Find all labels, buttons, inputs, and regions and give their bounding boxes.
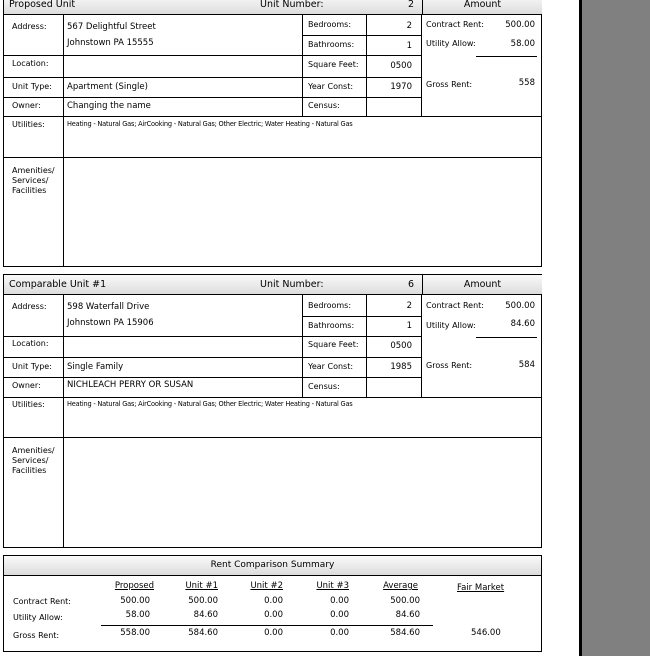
- divider: [4, 397, 541, 398]
- cell: 0.00: [330, 596, 349, 606]
- location-label: Location:: [12, 339, 49, 348]
- cell: 0.00: [264, 596, 283, 606]
- bathrooms-value: 1: [406, 41, 412, 51]
- unit-type-label: Unit Type:: [12, 362, 52, 371]
- divider: [4, 55, 421, 56]
- cell: 500.00: [188, 596, 218, 606]
- rent-comparison-summary: [3, 555, 542, 652]
- unit-number-value: 6: [407, 279, 414, 290]
- year-label: Year Const:: [308, 82, 354, 91]
- col-header-average: Average: [383, 581, 418, 591]
- col-header-unit1: Unit #1: [185, 581, 218, 591]
- cell: 0.00: [330, 628, 349, 638]
- unit-number-label: Unit Number:: [260, 279, 324, 290]
- row-label-gross-rent: Gross Rent:: [13, 631, 60, 640]
- sqft-value: 0500: [390, 61, 412, 71]
- divider: [302, 15, 303, 116]
- col-header-unit2: Unit #2: [250, 581, 283, 591]
- cell: 584.60: [188, 628, 218, 638]
- unit-title: Comparable Unit #1: [9, 279, 107, 290]
- contract-rent-label: Contract Rent:: [426, 20, 484, 29]
- owner-label: Owner:: [12, 381, 41, 390]
- cell: 0.00: [264, 628, 283, 638]
- divider: [4, 157, 541, 158]
- address-line2: Johnstown PA 15555: [67, 38, 154, 48]
- utilities-value: Heating - Natural Gas; AirCooking - Natural Gas; Other Electric; Water Heating - Natural Gas: [67, 400, 353, 408]
- divider: [4, 377, 421, 378]
- unit-header: [4, 275, 422, 295]
- divider: [366, 15, 367, 116]
- address-line1: 598 Waterfall Drive: [67, 302, 150, 312]
- contract-rent-value: 500.00: [505, 20, 535, 30]
- unit-header: [4, 0, 422, 15]
- divider: [421, 295, 422, 397]
- cell: 500.00: [120, 596, 150, 606]
- summary-title: Rent Comparison Summary: [4, 556, 541, 576]
- divider: [421, 15, 422, 116]
- divider: [302, 35, 421, 36]
- unit-title: Proposed Unit: [9, 0, 76, 10]
- row-label-utility-allow: Utility Allow:: [13, 613, 63, 622]
- proposed-unit-section: [3, 0, 542, 267]
- sqft-label: Square Feet:: [308, 340, 359, 349]
- viewer-background: [582, 0, 650, 656]
- amount-header: Amount: [422, 0, 542, 15]
- address-label: Address:: [12, 22, 47, 31]
- gross-rent-value: 558: [518, 78, 535, 88]
- gross-rent-value: 584: [518, 360, 535, 370]
- divider: [4, 336, 421, 337]
- divider: [4, 77, 421, 78]
- subtotal-rule: [476, 337, 537, 338]
- utilities-value: Heating - Natural Gas; AirCooking - Natural Gas; Other Electric; Water Heating - Natural Gas: [67, 120, 353, 128]
- divider: [302, 295, 303, 397]
- divider: [4, 437, 541, 438]
- owner-value: NICHLEACH PERRY OR SUSAN: [67, 380, 194, 390]
- bathrooms-label: Bathrooms:: [308, 40, 355, 49]
- amount-header: Amount: [422, 275, 542, 295]
- contract-rent-value: 500.00: [505, 301, 535, 311]
- cell: 558.00: [120, 628, 150, 638]
- col-header-unit3: Unit #3: [316, 581, 349, 591]
- gross-rent-label: Gross Rent:: [426, 80, 473, 89]
- fair-market-value: 546.00: [471, 628, 501, 638]
- unit-number-value: 2: [407, 0, 414, 10]
- subtotal-rule: [476, 56, 537, 57]
- col-header-fair-market: Fair Market: [457, 583, 505, 593]
- owner-value: Changing the name: [67, 101, 151, 111]
- divider: [4, 357, 421, 358]
- location-label: Location:: [12, 59, 49, 68]
- divider: [366, 295, 367, 397]
- cell: 0.00: [264, 610, 283, 620]
- census-label: Census:: [308, 101, 340, 110]
- bedrooms-label: Bedrooms:: [308, 20, 352, 29]
- bedrooms-value: 2: [406, 21, 412, 31]
- cell: 84.60: [193, 610, 218, 620]
- unit-type-value: Single Family: [67, 362, 124, 372]
- address-line2: Johnstown PA 15906: [67, 318, 154, 328]
- row-label-contract-rent: Contract Rent:: [13, 597, 71, 606]
- bathrooms-value: 1: [406, 321, 412, 331]
- address-label: Address:: [12, 302, 47, 311]
- utilities-label: Utilities:: [12, 120, 45, 129]
- year-value: 1970: [390, 82, 412, 92]
- census-label: Census:: [308, 382, 340, 391]
- divider: [4, 116, 541, 117]
- year-value: 1985: [390, 362, 412, 372]
- utility-allow-value: 84.60: [510, 319, 535, 329]
- divider: [4, 97, 421, 98]
- contract-rent-label: Contract Rent:: [426, 301, 484, 310]
- amenities-label: Amenities/ Services/ Facilities: [12, 446, 55, 475]
- total-rule: [101, 625, 433, 626]
- sqft-label: Square Feet:: [308, 60, 359, 69]
- utilities-label: Utilities:: [12, 400, 45, 409]
- unit-type-label: Unit Type:: [12, 82, 52, 91]
- year-label: Year Const:: [308, 362, 354, 371]
- utility-allow-value: 58.00: [510, 39, 535, 49]
- col-header-proposed: Proposed: [114, 581, 154, 591]
- divider: [63, 15, 64, 267]
- unit-type-value: Apartment (Single): [67, 82, 148, 92]
- bathrooms-label: Bathrooms:: [308, 321, 355, 330]
- bedrooms-label: Bedrooms:: [308, 301, 352, 310]
- divider: [302, 316, 421, 317]
- cell: 58.00: [125, 610, 150, 620]
- divider: [63, 295, 64, 548]
- comparable-unit-1-section: [3, 274, 542, 548]
- unit-number-label: Unit Number:: [260, 0, 324, 10]
- sqft-value: 0500: [390, 341, 412, 351]
- utility-allow-label: Utility Allow:: [426, 39, 476, 48]
- cell: 0.00: [330, 610, 349, 620]
- gross-rent-label: Gross Rent:: [426, 361, 473, 370]
- bedrooms-value: 2: [406, 301, 412, 311]
- cell: 500.00: [390, 596, 420, 606]
- cell: 584.60: [390, 628, 420, 638]
- utility-allow-label: Utility Allow:: [426, 321, 476, 330]
- address-line1: 567 Delightful Street: [67, 22, 156, 32]
- owner-label: Owner:: [12, 101, 41, 110]
- amenities-label: Amenities/ Services/ Facilities: [12, 166, 55, 195]
- cell: 84.60: [395, 610, 420, 620]
